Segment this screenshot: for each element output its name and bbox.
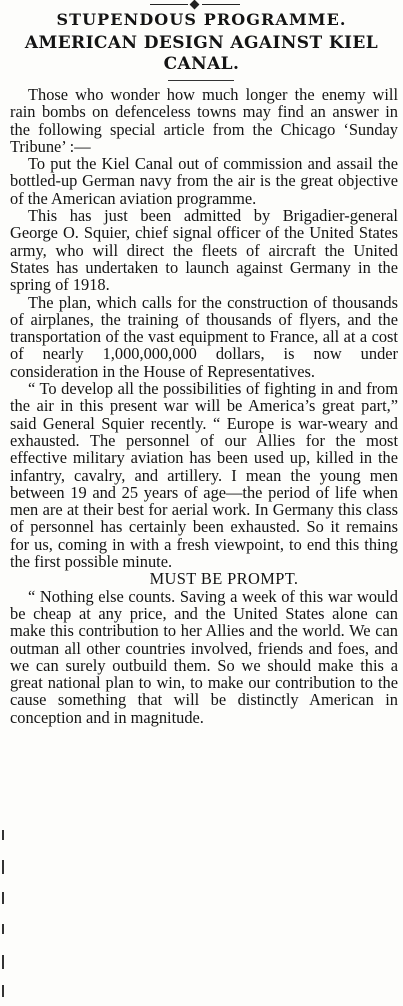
ornament-rule-left [150,4,188,5]
article-paragraph: Those who wonder how much longer the enemy will rain bombs on defenceless towns may find an answer in the following special article from the Chicago ‘Sunday Tribune’ :— [10,85,398,156]
edge-mark [2,924,4,934]
edge-mark [2,955,4,969]
article-paragraph: The plan, which calls for the construction of thousands of airplanes, the training of thousands of flyers, and the transportation of the vast equipment to France, all at a cost of nearly 1,000,000,000 dollars, is now under consideration in the House of Representatives. [10,292,398,381]
article-headline: AMERICAN DESIGN AGAINST KIEL CANAL. [24,33,379,74]
article-subhead: MUST BE PROMPT. [149,569,299,589]
page-edge-marks [0,830,8,1006]
article-paragraph: To put the Kiel Canal out of commission and assail the bottled-up German navy from the air is the great objective of the American aviation programme. [10,154,398,208]
article-paragraph: “ Nothing else counts. Saving a week of this war would be cheap at any price, and the United States alone can make this contribution to her Allies and the world. We can outman all other countries involved, friends and foes, and we can surely outbuild them. So we should make this a great national plan to win, to make our contribution to the cause something that will be distinctly American in conception and in magnitude. [10,586,398,727]
edge-mark [2,860,4,874]
headline-divider [168,80,234,81]
diamond-ornament-icon [190,0,200,9]
article-paragraph: This has just been admitted by Brigadier-general George O. Squier, chief signal officer of the United States army, who will direct the fleets of aircraft the United States has undertaken to launch against Germany in the spring of 1918. [10,206,398,295]
edge-mark [2,830,4,840]
article-kicker: STUPENDOUS PROGRAMME. [56,10,347,29]
article-body [10,86,398,726]
ornament-rule-right [202,4,240,5]
edge-mark [2,985,4,997]
article-paragraph: “ To develop all the possibilities of fighting in and from the air in this present war will be America’s great part,” said General Squier recently. “ Europe is war-weary and exhausted. The personnel of our Allies for the most effective military aviation has been used up, killed in the infantry, cavalry, and artillery. I mean the young men between 19 and 25 years of age—the period of life when men are at their best for aerial work. In Germany this class of personnel has certainly been exhausted. So it remains for us, coming in with a fresh viewpoint, to end this thing the first possible minute. [10,379,398,572]
edge-mark [2,892,4,904]
header-ornament [150,2,240,8]
